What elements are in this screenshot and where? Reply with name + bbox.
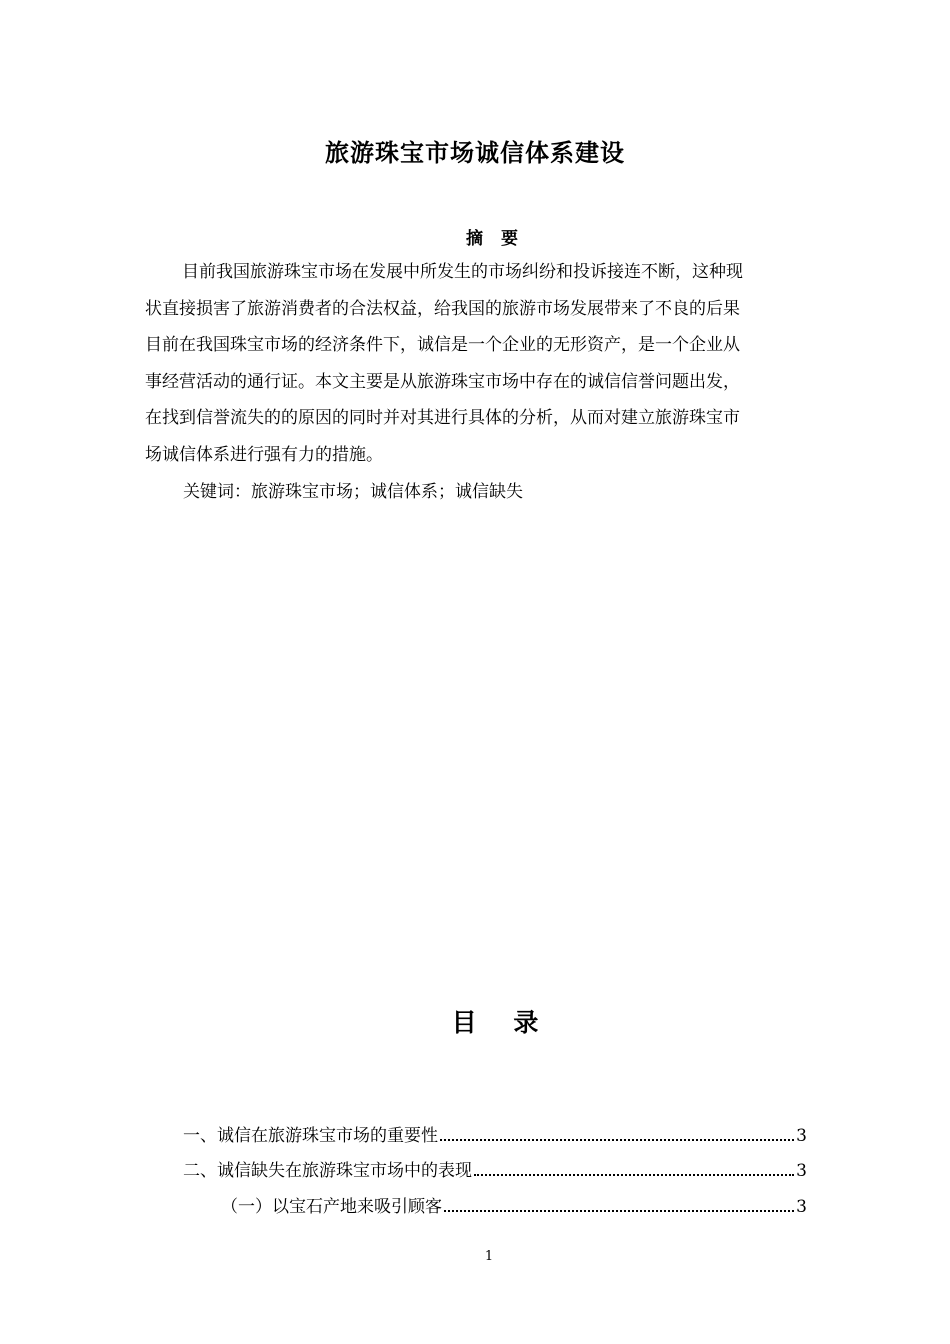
abstract-line: 状直接损害了旅游消费者的合法权益，给我国的旅游市场发展带来了不良的后果 xyxy=(145,298,740,319)
toc-entry[interactable] xyxy=(183,1156,807,1182)
abstract-line: 在找到信誉流失的的原因的同时并对其进行具体的分析，从而对建立旅游珠宝市 xyxy=(145,408,740,428)
toc-leader xyxy=(444,1192,794,1212)
document-title: 旅游珠宝市场诚信体系建设 xyxy=(325,138,625,167)
toc-entry-title: 二、诚信缺失在旅游珠宝市场中的表现 xyxy=(183,1161,472,1181)
toc-entry[interactable] xyxy=(183,1121,807,1147)
toc-heading: 目 录 xyxy=(451,1008,553,1037)
toc-entry-page: 3 xyxy=(796,1126,807,1146)
page-number: 1 xyxy=(484,1249,494,1264)
abstract-line: 场诚信体系进行强有力的措施。 xyxy=(145,444,383,465)
abstract-body xyxy=(145,254,807,473)
toc-entry-page: 3 xyxy=(796,1197,807,1217)
toc-entry-title: （一）以宝石产地来吸引顾客 xyxy=(221,1197,442,1217)
toc-entry-page: 3 xyxy=(796,1161,807,1181)
toc-entry[interactable] xyxy=(221,1192,807,1218)
toc-entry-title: 一、诚信在旅游珠宝市场的重要性 xyxy=(183,1126,438,1146)
toc-leader xyxy=(440,1121,794,1141)
abstract-line: 目前在我国珠宝市场的经济条件下，诚信是一个企业的无形资产，是一个企业从 xyxy=(145,335,740,355)
abstract-heading: 摘 要 xyxy=(466,229,524,249)
keywords-line: 关键词：旅游珠宝市场；诚信体系；诚信缺失 xyxy=(183,482,523,502)
abstract-line: 事经营活动的通行证。本文主要是从旅游珠宝市场中存在的诚信信誉问题出发， xyxy=(145,371,740,392)
abstract-line: 目前我国旅游珠宝市场在发展中所发生的市场纠纷和投诉接连不断，这种现 xyxy=(182,262,743,282)
toc-leader xyxy=(474,1156,794,1176)
